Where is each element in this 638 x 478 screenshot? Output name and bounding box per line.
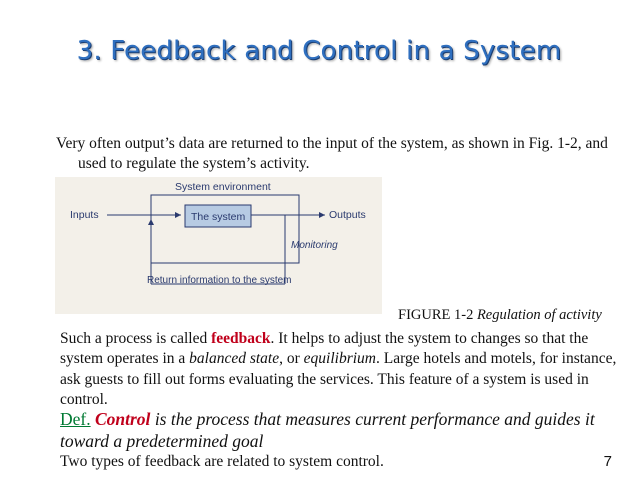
system-diagram <box>55 177 382 314</box>
feedback-paragraph <box>60 329 626 410</box>
caption-prefix: FIGURE 1-2 <box>398 307 474 323</box>
intro-line-2: used to regulate the system’s activity. <box>78 155 310 172</box>
control-term: Control <box>94 409 151 429</box>
footer-text: Two types of feedback are related to system control. <box>60 453 384 470</box>
balanced-state-term: balanced state <box>189 350 280 368</box>
return-label: Return information to the system <box>147 275 292 286</box>
figure-caption <box>398 306 602 324</box>
para-text-2: . It helps to adjust the system to changes so that the system operates in a <box>60 330 589 368</box>
page-number: 7 <box>603 453 612 470</box>
outputs-label: Outputs <box>329 209 366 221</box>
slide-title: 3. Feedback and Control in a System <box>76 36 562 66</box>
caption-title: Regulation of activity <box>476 307 602 323</box>
system-label: The system <box>191 211 246 223</box>
inputs-label: Inputs <box>70 209 99 221</box>
def-link[interactable]: Def. <box>60 409 91 429</box>
para-text-1: Such a process is called <box>60 330 212 347</box>
intro-text <box>56 134 628 174</box>
environment-label: System environment <box>175 181 271 193</box>
intro-line-1: Very often output’s data are returned to the input of the system, as shown in Fig. 1-2, and <box>56 135 608 152</box>
para-text-4: . Large hotels and motels, for instance, ask guests to fill out forms evaluating the services. This feature of a system is used in control. <box>60 350 617 408</box>
monitoring-label: Monitoring <box>291 240 338 251</box>
definition-text: is the process that measures current performance and guides it toward a predetermined goal <box>60 409 595 451</box>
equilibrium-term: equilibrium <box>303 350 376 368</box>
diagram-svg <box>55 177 382 314</box>
control-definition <box>60 408 626 452</box>
feedback-term: feedback <box>211 330 271 347</box>
para-text-3: , or <box>279 350 304 368</box>
